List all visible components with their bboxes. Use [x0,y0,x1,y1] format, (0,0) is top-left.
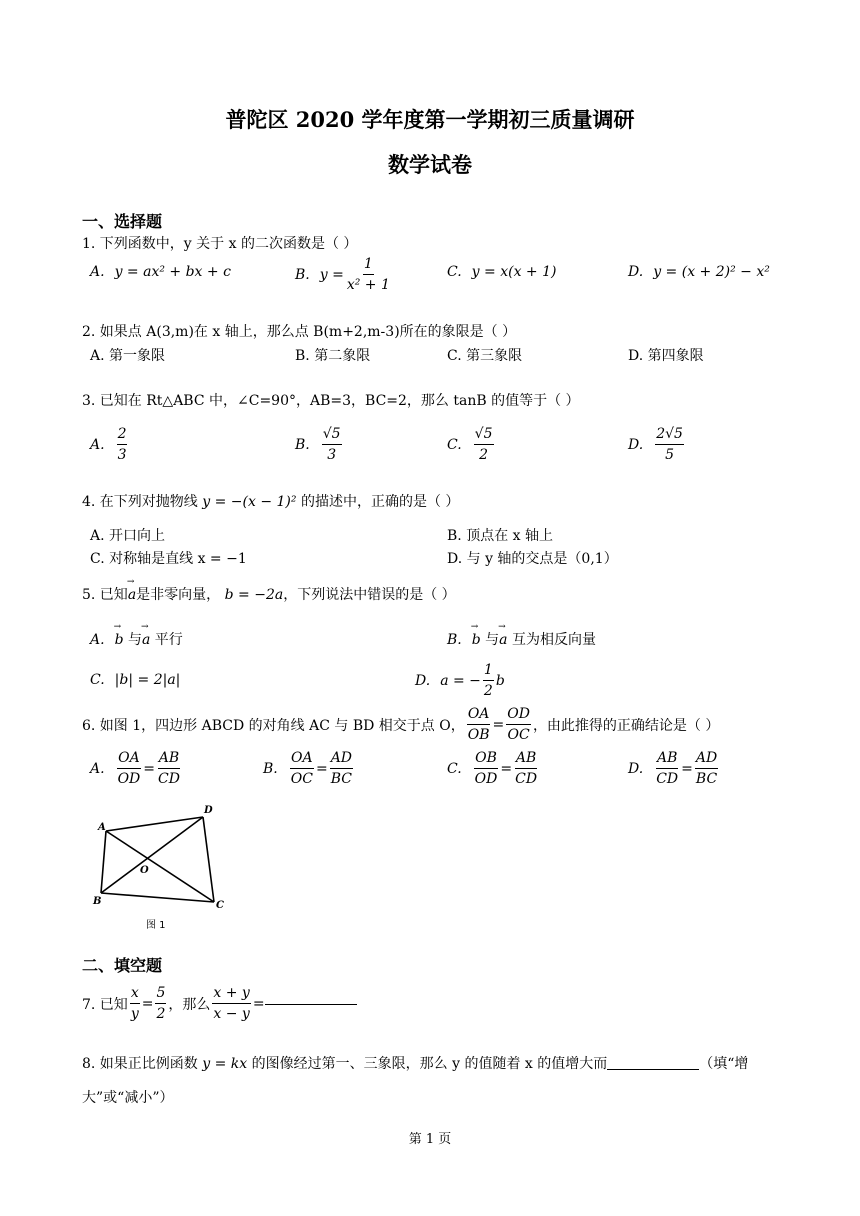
denominator: BC [330,771,352,787]
q6-option-c: C. $\frac{OB}{OD}$ = $\frac{AB}{CD}$ [447,750,538,787]
denominator: y [130,1006,139,1022]
fraction [157,748,181,789]
q8-post: 的图像经过第一、三象限，那么 y 的值随着 x 的值增大而 [251,1056,608,1072]
option-label: C. [447,760,462,777]
denominator: CD [158,771,180,787]
q5-stem-d: ，下列说法中错误的是（ ） [283,587,456,603]
page-number: 第 1 页 [408,1132,452,1147]
q5-d-rhs: b [495,672,505,689]
q4-stem-post: 的描述中，正确的是（ ） [300,494,460,510]
q2-option-c: C. 第三象限 [447,348,523,364]
option-label: D. [628,264,644,280]
q7-frac-2 [155,983,166,1024]
numerator: OA [290,748,314,769]
q7-frac-1 [130,983,140,1024]
denominator: OB [467,727,490,743]
q5-b-text: 与 [485,632,500,648]
question-4-stem [82,491,459,511]
q5-stem-expr: b = −2a [224,587,284,603]
vector-a: → a [128,587,136,603]
denominator: CD [656,771,679,787]
option-label: C. [447,436,462,453]
answer-blank[interactable] [265,1003,357,1005]
numerator: AB [515,748,537,769]
diagonal-ac [106,831,214,902]
fraction [695,748,718,789]
numerator: x + y [212,983,250,1004]
denominator: 2 [156,1006,166,1022]
section-heading-fill: 二、填空题 [82,956,163,975]
fraction [514,748,538,789]
option-label: D. [415,672,431,689]
page-title: 普陀区 2020 学年度第一学期初三质量调研 [225,107,635,132]
q6-stem-post: ，由此推得的正确结论是（ ） [532,717,720,734]
numerator: 2 [117,424,128,445]
q1-b-lhs: y = [319,266,344,283]
numerator: AB [656,748,678,769]
q4-option-a: A. 开口向上 [90,528,166,544]
q3-option-d [628,424,686,465]
edge-ad [106,817,203,831]
denominator: 3 [327,447,337,463]
point-label-b: B [93,896,102,907]
numerator: AB [158,748,180,769]
numerator: OB [474,748,498,769]
denominator: 3 [117,447,127,463]
q7-pre: 7. 已知 [82,996,128,1013]
question-6-stem: 6. 如图 1，四边形 ABCD 的对角线 AC 与 BD 相交于点 O， $\frac{OA}{OB}$ = $\frac{OD}{OC}$ ，由此推得的正确结论是（ ） [82,706,720,743]
q3-option-b [295,424,344,465]
q3-option-c [447,424,496,465]
question-2-stem: 2. 如果点 A(3,m)在 x 轴上，那么点 B(m+2,m-3)所在的象限是（ ） [82,324,517,340]
vector-a: → a [499,632,507,648]
q3-a-fraction [117,424,128,465]
numerator: 5 [155,983,166,1004]
q3-d-fraction [655,424,684,465]
q8-tail: （填“增 [699,1056,749,1072]
q1-option-b [295,254,393,295]
q3-c-fraction [474,424,494,465]
numerator: AD [695,748,718,769]
q2-option-d: D. 第四象限 [628,348,704,364]
q7-mid: ，那么 [168,996,211,1013]
q1-option-a [90,264,231,280]
q4-stem-pre: 4. 在下列对抛物线 [82,494,198,510]
option-label: D. [628,760,644,777]
option-label: A. [90,436,105,453]
numerator: OA [117,748,141,769]
point-label-c: C [216,900,224,911]
vector-b: → b [115,632,124,648]
q1-b-fraction [346,254,391,295]
q5-option-b [447,629,596,649]
q3-option-a [90,424,129,465]
denominator: OD [474,771,498,787]
fraction [290,748,314,789]
q2-option-b: B. 第二象限 [295,348,371,364]
q4-stem-expr: y = −(x − 1)² [202,494,297,510]
q5-stem-a: 5. 已知 [82,587,128,603]
q1-option-d [628,264,770,280]
q2-option-a: A. 第一象限 [90,348,166,364]
denominator: BC [695,771,718,787]
q8-expr: y = kx [202,1056,248,1072]
point-label-d: D [204,805,213,816]
option-label: C. [90,672,105,688]
fraction [655,748,679,789]
denominator: x² + 1 [346,277,390,293]
denominator: OD [117,771,141,787]
page-subtitle: 数学试卷 [388,152,472,177]
option-label: A. [90,760,105,777]
point-label-a: A [98,822,106,833]
option-label: D. [628,436,644,453]
option-label: A. [90,632,105,648]
fraction [474,748,499,789]
q1-c-expr: y = x(x + 1) [471,264,557,280]
figure-caption: 图 1 [146,920,166,931]
figure-quadrilateral [88,800,238,935]
diagonal-bd [101,817,203,893]
question-7 [82,983,357,1024]
q5-d-fraction [483,660,494,701]
option-label: B. [263,760,278,777]
numerator: OA [467,704,491,725]
q5-d-lhs: a = − [440,672,481,689]
question-1-stem: 1. 下列函数中，y 关于 x 的二次函数是（ ） [82,236,358,252]
numerator: OD [506,704,531,725]
quadrilateral-lines [101,817,214,902]
option-label: A. [90,264,105,280]
edge-dc [203,817,214,902]
q1-option-c [447,264,556,280]
q5-c-expr: |b| = 2|a| [114,672,181,688]
answer-blank[interactable] [607,1068,699,1070]
q3-b-fraction [322,424,342,465]
numerator: 2√5 [655,424,684,445]
denominator: 2 [483,683,493,699]
denominator: OC [290,771,313,787]
numerator: 1 [363,254,374,275]
edge-cb [101,893,214,902]
q5-b-text2: 互为相反向量 [511,632,596,648]
q6-option-a: A. $\frac{OA}{OD}$ = $\frac{AB}{CD}$ [90,750,180,787]
option-label: B. [295,436,310,453]
question-3-stem: 3. 已知在 Rt△ABC 中，∠C=90°，AB=3，BC=2，那么 tanB 的值等于（ ） [82,393,580,409]
equals: = [141,995,154,1012]
vector-b: → b [472,632,481,648]
q4-option-b: B. 顶点在 x 轴上 [447,528,553,544]
q1-a-expr: y = ax² + bx + c [114,264,231,280]
option-label: B. [295,266,310,283]
question-5-stem [82,584,456,604]
section-heading-choice: 一、选择题 [82,212,163,231]
q6-option-b: B. $\frac{OA}{OC}$ = $\frac{AD}{BC}$ [263,750,353,787]
denominator: CD [515,771,538,787]
equals: = [252,995,265,1012]
fraction [117,748,142,789]
q5-option-c [90,672,180,688]
denominator: 5 [665,447,675,463]
q1-d-expr: y = (x + 2)² − x² [653,264,770,280]
option-label: C. [447,264,462,280]
q5-a-text2: 平行 [154,632,183,648]
numerator: AD [330,748,353,769]
q4-option-c: C. 对称轴是直线 x = −1 [90,551,247,567]
q5-option-d [415,660,505,701]
q8-pre: 8. 如果正比例函数 [82,1056,198,1072]
q7-frac-3 [212,983,250,1024]
question-8-line2: 大”或“减小”） [82,1090,174,1106]
numerator: √5 [474,424,494,445]
edge-ba [101,831,106,893]
point-label-o: O [140,865,149,876]
q5-stem-b: 是非零向量， [136,587,221,603]
q5-option-a [90,629,183,649]
q5-a-text: 与 [127,632,142,648]
denominator: OC [507,727,530,743]
question-8-line1 [82,1053,748,1073]
q6-option-d: D. $\frac{AB}{CD}$ = $\frac{AD}{BC}$ [628,750,718,787]
numerator: 1 [483,660,494,681]
denominator: 2 [479,447,489,463]
q6-stem-pre: 6. 如图 1，四边形 ABCD 的对角线 AC 与 BD 相交于点 O， [82,717,465,734]
q6-stem-frac-2 [506,704,531,745]
q6-stem-frac-1 [467,704,491,745]
numerator: √5 [322,424,342,445]
denominator: x − y [213,1006,250,1022]
q4-option-d: D. 与 y 轴的交点是（0,1） [447,551,618,567]
option-label: B. [447,632,462,648]
vector-a: → a [142,632,150,648]
numerator: x [130,983,140,1004]
fraction [330,748,353,789]
